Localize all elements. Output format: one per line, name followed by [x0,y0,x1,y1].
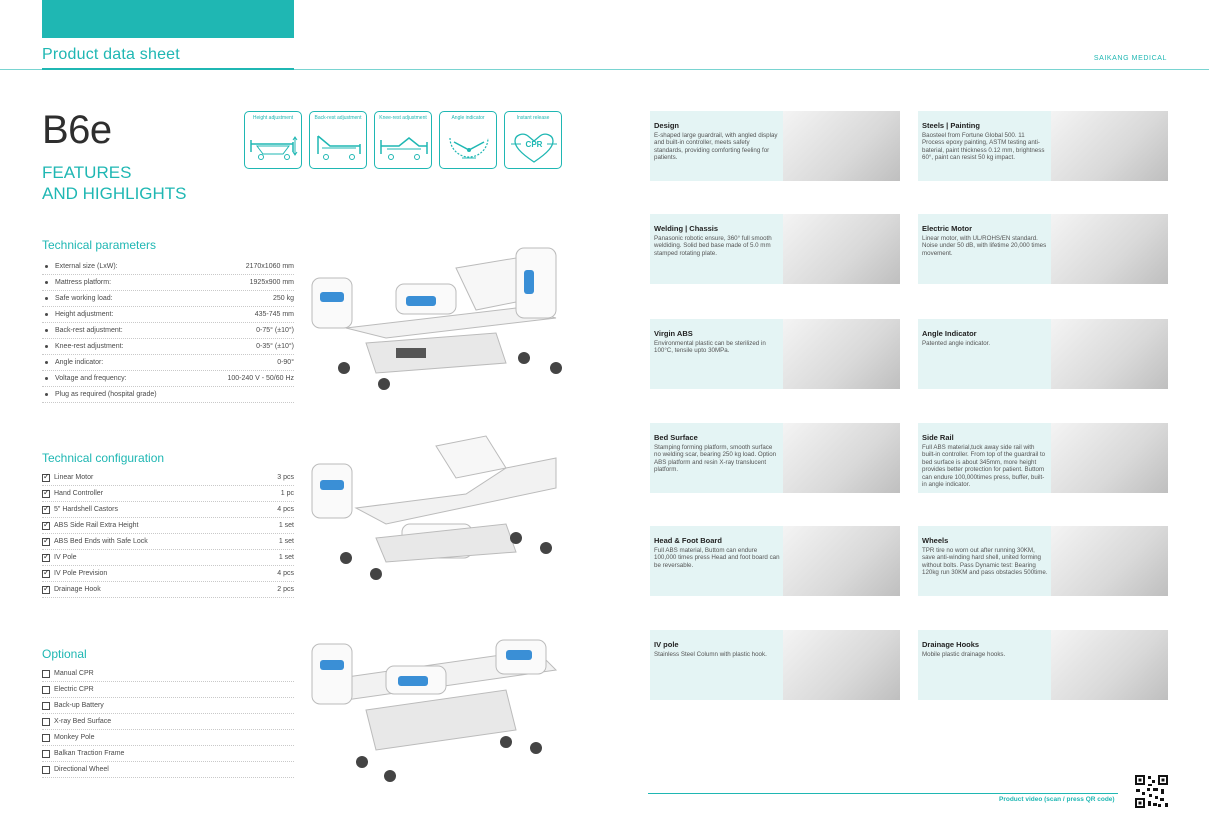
feature-card [650,111,900,181]
parameter-value: 2170x1060 mm [245,263,294,270]
parameter-value: 1925x900 mm [249,279,294,286]
feature-card-description: Patented angle indicator. [922,340,991,347]
feature-card [650,526,900,596]
backrest-adjust-icon: Back-rest adjustment [309,111,367,169]
feature-card-photo [783,526,900,596]
feature-card-title: Side Rail [922,433,954,442]
bullet-icon [45,265,48,268]
configuration-row [42,486,294,502]
parameter-row [42,387,294,403]
parameter-label: Back-rest adjustment: [55,327,123,334]
feature-card-description: Panasonic robotic ensure, 360° full smooth weldiding. Solid bed base made of 5.0 mm stamped rotating plate. [654,235,772,257]
feature-card-photo [783,319,900,389]
optional-row [42,698,294,714]
bullet-icon [45,297,48,300]
optional-row [42,682,294,698]
svg-text:CPR: CPR [525,140,543,149]
technical-configuration-title: Technical configuration [42,451,165,465]
feature-card-photo [783,630,900,700]
kneerest-adjust-glyph [379,132,429,162]
configuration-value: 1 set [278,522,294,529]
parameter-row [42,371,294,387]
configuration-value: 3 pcs [277,474,294,481]
model-name: B6e [42,108,112,152]
feature-card-photo [1051,214,1168,284]
backrest-adjust-glyph [314,132,364,162]
feature-card-title: Head & Foot Board [654,536,722,545]
configuration-label: ABS Side Rail Extra Height [54,522,139,529]
optional-label: Directional Wheel [54,766,109,773]
parameter-value: 0-90° [277,359,294,366]
optional-row [42,730,294,746]
configuration-value: 2 pcs [277,586,294,593]
feature-card [650,214,900,284]
optional-row [42,714,294,730]
feature-card-title: Bed Surface [654,433,698,442]
parameter-value: 0-75° (±10°) [256,327,294,334]
feature-card-title: Design [654,121,680,130]
height-adjust-glyph [249,132,299,162]
optional-row [42,666,294,682]
feature-card [650,319,900,389]
configuration-label: IV Pole [54,554,77,561]
parameter-row [42,307,294,323]
configuration-label: Hand Controller [54,490,104,497]
parameter-label: External size (LxW): [55,263,118,270]
feature-card-photo [1051,526,1168,596]
configuration-row [42,470,294,486]
checked-checkbox-icon [42,538,50,546]
feature-icons [244,111,562,169]
parameter-value: 435-745 mm [254,311,294,318]
feature-card-title: Wheels [922,536,949,545]
parameter-value: 250 kg [272,295,294,302]
feature-card-title: Virgin ABS [654,329,693,338]
parameter-value: 0-35° (±10°) [256,343,294,350]
technical-configuration-list [42,470,294,598]
feature-card-photo [1051,630,1168,700]
checked-checkbox-icon [42,474,50,482]
checked-checkbox-icon [42,490,50,498]
bed-image-raised [306,238,576,398]
configuration-value: 4 pcs [277,506,294,513]
configuration-value: 1 set [278,538,294,545]
feature-card-title: Electric Motor [922,224,973,233]
parameter-value: 100-240 V - 50/60 Hz [227,375,294,382]
optional-row [42,762,294,778]
optional-list [42,666,294,778]
feature-card-photo [1051,111,1168,181]
parameter-row [42,355,294,371]
configuration-row [42,534,294,550]
checkbox-icon[interactable] [42,734,50,742]
feature-card-description: Stainless Steel Column with plastic hook. [654,651,767,658]
feature-card-photo [1051,319,1168,389]
feature-card-title: IV pole [654,640,679,649]
qr-code-icon[interactable] [1134,774,1169,809]
cpr-glyph [509,132,559,164]
parameter-row [42,291,294,307]
parameter-label: Height adjustment: [55,311,114,318]
checked-checkbox-icon [42,554,50,562]
feature-card-description: TPR tire no worn out after running 30KM, save anti-winding hard shell, united forming without bolts. Pass Dynamic test: Bearing 120kg run 30KM and pass obstacles 500time. [922,547,1048,577]
configuration-label: 5" Hardshell Castors [54,506,118,513]
feature-card-title: Angle Indicator [922,329,977,338]
optional-label: Electric CPR [54,686,94,693]
feature-card-title: Welding | Chassis [654,224,719,233]
parameter-row [42,259,294,275]
configuration-label: IV Pole Prevision [54,570,108,577]
bullet-icon [45,361,48,364]
checked-checkbox-icon [42,506,50,514]
feature-card-description: Full ABS material, Buttom can endure 100,000 times press Head and foot board can be reversable. [654,547,780,569]
optional-title: Optional [42,647,87,661]
feature-card-description: Linear motor, with UL/ROHS/EN standard. Noise under 50 dB, with lifetime 20,000 times movement. [922,235,1047,257]
optional-row [42,746,294,762]
optional-label: Back-up Battery [54,702,104,709]
feature-card-description: Baosteel from Fortune Global 500. 11 Process epoxy painting, ASTM testing anti-baterial, paint thickness 0.12 mm, brightness 60°, paint can resist 50 kg impact. [922,132,1045,162]
bed-image-flat [306,630,576,790]
bullet-icon [45,329,48,332]
feature-card [918,111,1168,181]
header-divider-accent [42,68,294,70]
checked-checkbox-icon [42,570,50,578]
features-heading: FEATURES AND HIGHLIGHTS [42,163,187,203]
feature-card-photo [783,214,900,284]
feature-card-description: Stamping forming platform, smooth surface no welding scar, bearing 250 kg load. Option ABS platform and resin X-ray translucent platform. [654,444,777,474]
parameter-label: Voltage and frequency: [55,375,127,382]
feature-card [918,214,1168,284]
feature-card [650,423,900,493]
configuration-row [42,518,294,534]
bullet-icon [45,345,48,348]
configuration-value: 1 pc [280,490,294,497]
feature-card [918,423,1168,493]
feature-card [650,630,900,700]
brand-name: SAIKANG MEDICAL [1093,55,1167,62]
feature-card-title: Steels | Painting [922,121,980,130]
feature-card [918,319,1168,389]
header-accent-bar [42,0,294,38]
feature-card [918,526,1168,596]
bullet-icon [45,281,48,284]
angle-indicator-glyph [444,132,494,166]
feature-card-description: Full ABS material,tuck away side rail with built-in controller. From top of the guardrail to bed surface is about 345mm, more height provides better protection for patient. Buttom can endure 100,000times press, buffer, built-in angle indicator. [922,444,1046,489]
configuration-label: Drainage Hook [54,586,101,593]
configuration-row [42,502,294,518]
parameter-row [42,275,294,291]
checkbox-icon[interactable] [42,766,50,774]
bed-image-sitting [306,428,576,588]
bullet-icon [45,377,48,380]
checkbox-icon[interactable] [42,670,50,678]
parameter-row [42,323,294,339]
checkbox-icon[interactable] [42,686,50,694]
cpr-icon: Instant release CPR [504,111,562,169]
parameter-label: Knee-rest adjustment: [55,343,124,350]
optional-label: Monkey Pole [54,734,95,741]
optional-label: X-ray Bed Surface [54,718,112,725]
bullet-icon [45,393,48,396]
footer-divider [648,793,1118,794]
product-video-label: Product video (scan / press QR code) [999,796,1115,803]
angle-indicator-icon: Angle indicator [439,111,497,169]
checkbox-icon[interactable] [42,750,50,758]
checkbox-icon[interactable] [42,702,50,710]
feature-card-photo [783,111,900,181]
feature-card [918,630,1168,700]
configuration-value: 1 set [278,554,294,561]
technical-parameters-title: Technical parameters [42,238,157,252]
checked-checkbox-icon [42,522,50,530]
configuration-value: 4 pcs [277,570,294,577]
technical-parameters-list [42,259,294,403]
optional-label: Balkan Traction Frame [54,750,125,757]
configuration-row [42,582,294,598]
bullet-icon [45,313,48,316]
configuration-label: ABS Bed Ends with Safe Lock [54,538,148,545]
parameter-label: Plug as required (hospital grade) [55,391,157,398]
feature-card-description: Mobile plastic drainage hooks. [922,651,1006,658]
feature-card-photo [783,423,900,493]
height-adjust-icon: Height adjustment [244,111,302,169]
kneerest-adjust-icon: Knee-rest adjustment [374,111,432,169]
feature-card-photo [1051,423,1168,493]
parameter-label: Mattress platform: [55,279,112,286]
checked-checkbox-icon [42,586,50,594]
feature-card-title: Drainage Hooks [922,640,980,649]
optional-label: Manual CPR [54,670,94,677]
parameter-label: Angle indicator: [55,359,104,366]
checkbox-icon[interactable] [42,718,50,726]
page-title: Product data sheet [42,46,180,63]
configuration-label: Linear Motor [54,474,94,481]
feature-card-description: Environmental plastic can be sterilized in 100°C, tensile upto 30MPa. [654,340,766,355]
parameter-row [42,339,294,355]
configuration-row [42,566,294,582]
configuration-row [42,550,294,566]
feature-card-description: E-shaped large guardrail, with angled display and built-in controller, meets safety standards, providing comforting feeling for patients. [654,132,778,162]
parameter-label: Safe working load: [55,295,113,302]
